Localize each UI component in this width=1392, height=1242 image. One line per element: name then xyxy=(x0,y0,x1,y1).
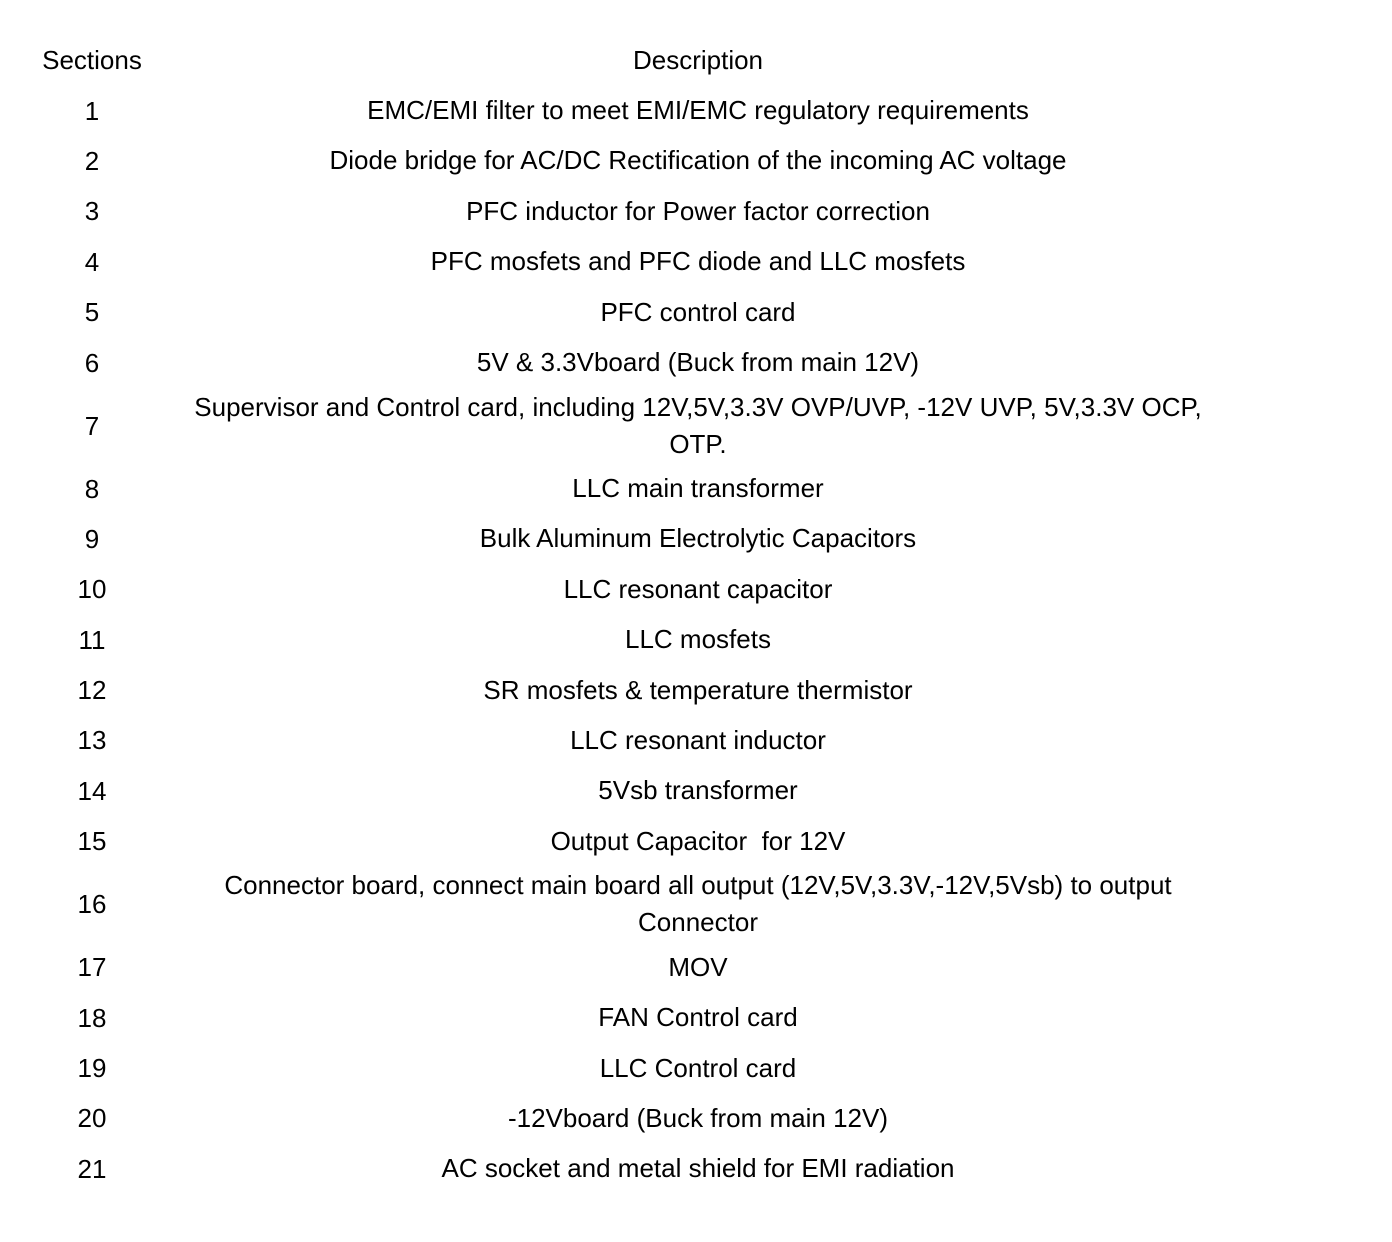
section-description: LLC resonant inductor xyxy=(570,724,826,755)
section-description: FAN Control card xyxy=(598,1002,798,1033)
section-number: 13 xyxy=(77,725,107,756)
sections-table xyxy=(0,35,1392,1194)
section-description: LLC mosfets xyxy=(625,624,771,655)
section-description: PFC mosfets and PFC diode and LLC mosfets xyxy=(430,246,966,277)
table-row xyxy=(0,766,1392,816)
table-row xyxy=(0,1043,1392,1093)
section-number: 19 xyxy=(77,1053,107,1084)
table-row xyxy=(0,665,1392,715)
column-header-description: Description xyxy=(632,44,764,75)
section-description: PFC control card xyxy=(600,296,796,327)
table-row xyxy=(0,992,1392,1042)
section-number: 12 xyxy=(77,675,107,706)
table-row xyxy=(0,564,1392,614)
section-description: LLC resonant capacitor xyxy=(563,573,833,604)
table-row xyxy=(0,85,1392,135)
table-header-row xyxy=(0,35,1392,85)
section-description: Diode bridge for AC/DC Rectification of the incoming AC voltage xyxy=(329,145,1067,176)
section-number: 20 xyxy=(77,1103,107,1134)
section-number: 14 xyxy=(77,775,107,806)
table-row xyxy=(0,463,1392,513)
table-row xyxy=(0,816,1392,866)
table-row xyxy=(0,1144,1392,1194)
section-description: -12Vboard (Buck from main 12V) xyxy=(507,1102,889,1133)
section-description: Connector board, connect main board all output (12V,5V,3.3V,-12V,5Vsb) to output Connector xyxy=(224,870,1172,938)
section-number: 6 xyxy=(84,347,100,378)
section-number: 15 xyxy=(77,826,107,857)
section-description: 5V & 3.3Vboard (Buck from main 12V) xyxy=(476,347,920,378)
table-row xyxy=(0,287,1392,337)
section-number: 3 xyxy=(84,196,100,227)
table-row xyxy=(0,186,1392,236)
section-number: 7 xyxy=(84,410,100,441)
table-row xyxy=(0,942,1392,992)
table-row xyxy=(0,237,1392,287)
section-description: LLC Control card xyxy=(599,1052,797,1083)
section-description: AC socket and metal shield for EMI radiation xyxy=(441,1153,955,1184)
section-number: 21 xyxy=(77,1153,107,1184)
table-row xyxy=(0,388,1392,464)
section-description: 5Vsb transformer xyxy=(598,775,798,806)
table-row xyxy=(0,1093,1392,1143)
section-number: 4 xyxy=(84,246,100,277)
section-number: 10 xyxy=(77,574,107,605)
table-row xyxy=(0,866,1392,942)
section-description: SR mosfets & temperature thermistor xyxy=(483,674,913,705)
section-description: Bulk Aluminum Electrolytic Capacitors xyxy=(479,523,917,554)
section-description: Supervisor and Control card, including 12V,5V,3.3V OVP/UVP, -12V UVP, 5V,3.3V OCP, OTP. xyxy=(194,391,1202,459)
column-header-sections: Sections xyxy=(42,45,142,76)
section-number: 9 xyxy=(84,523,100,554)
section-description: EMC/EMI filter to meet EMI/EMC regulatory requirements xyxy=(367,95,1029,126)
section-number: 18 xyxy=(77,1002,107,1033)
section-description: Output Capacitor for 12V xyxy=(550,825,846,856)
section-description: MOV xyxy=(668,951,728,982)
section-description: PFC inductor for Power factor correction xyxy=(466,195,930,226)
table-row xyxy=(0,514,1392,564)
section-number: 16 xyxy=(77,889,107,920)
section-number: 1 xyxy=(84,95,100,126)
table-row xyxy=(0,136,1392,186)
section-number: 2 xyxy=(84,145,100,176)
section-number: 11 xyxy=(78,624,106,655)
section-number: 5 xyxy=(84,297,100,328)
section-number: 8 xyxy=(84,473,100,504)
table-row xyxy=(0,337,1392,387)
section-description: LLC main transformer xyxy=(572,473,824,504)
section-number: 17 xyxy=(77,952,107,983)
table-row xyxy=(0,715,1392,765)
table-row xyxy=(0,615,1392,665)
